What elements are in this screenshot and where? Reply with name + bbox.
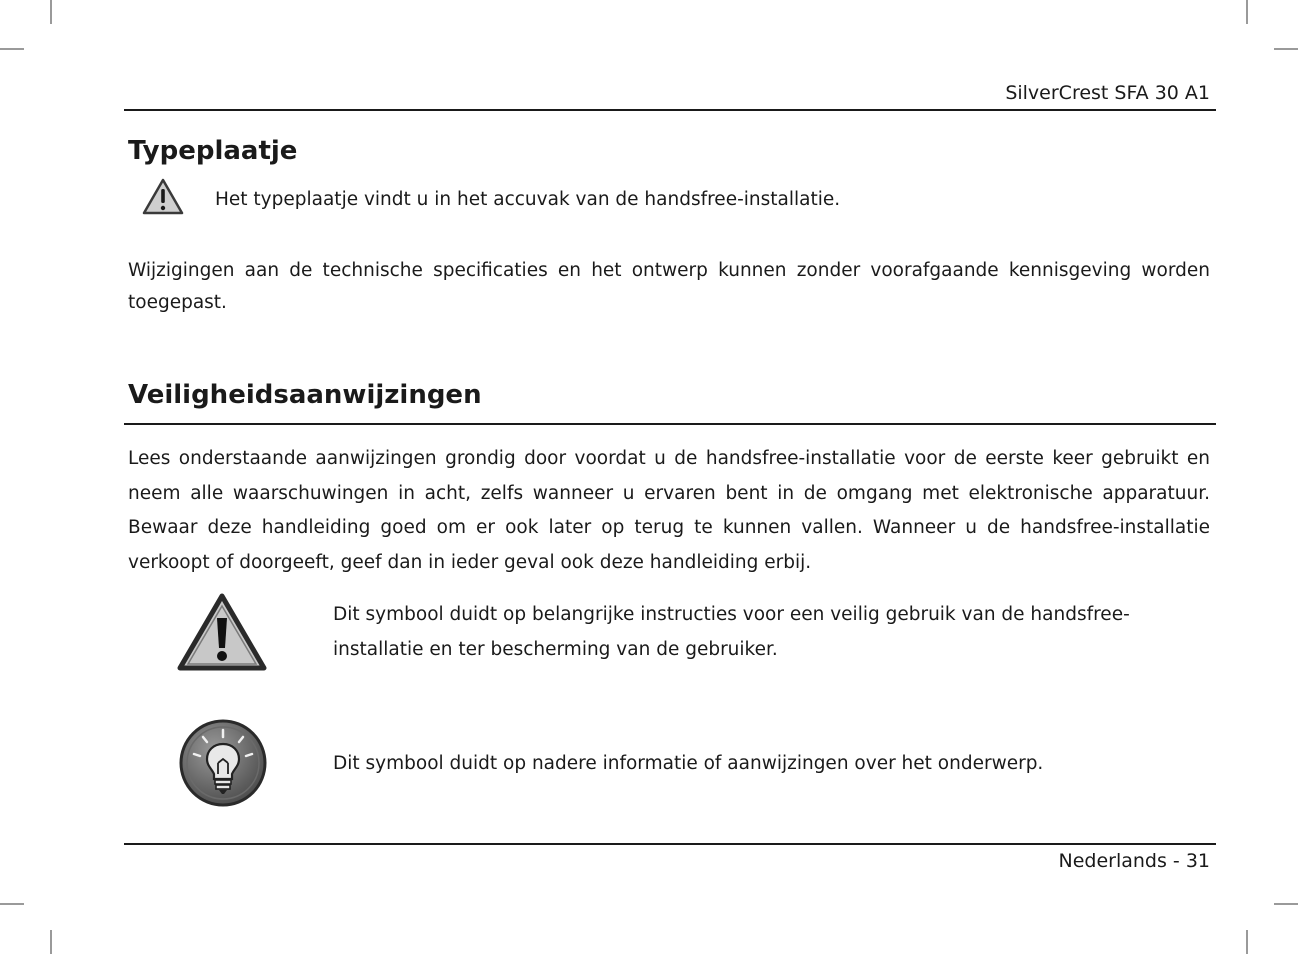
crop-mark	[1246, 930, 1248, 954]
crop-mark	[0, 48, 24, 50]
crop-mark	[1246, 0, 1248, 24]
crop-mark	[50, 930, 52, 954]
running-header: SilverCrest SFA 30 A1	[1005, 82, 1210, 104]
crop-mark	[50, 0, 52, 24]
page-number: Nederlands - 31	[1058, 850, 1210, 872]
info-symbol-text: Dit symbool duidt op nadere informatie of aanwijzingen over het onderwerp.	[333, 753, 1044, 774]
safety-symbol-text: Dit symbool duidt op belangrijke instructies voor een veilig gebruik van de handsfree-installatie en ter bescherming van de gebruiker.	[333, 604, 1130, 660]
section-heading-typeplaatje: Typeplaatje	[128, 136, 298, 166]
footer-rule	[124, 843, 1216, 845]
typeplaatje-body: Wijzigingen aan de technische specificaties en het ontwerp kunnen zonder voorafgaande kennisgeving worden toegepast.	[128, 260, 1210, 313]
section-heading-veiligheid: Veiligheidsaanwijzingen	[128, 380, 482, 410]
warning-triangle-icon	[142, 178, 184, 216]
veiligheid-body: Lees onderstaande aanwijzingen grondig door voordat u de handsfree-installatie voor de eerste keer gebruikt en neem alle waarschuwingen in acht, zelfs wanneer u ervaren bent in de omgang met elektronische apparatuur. Bewaar deze handleiding goed om er ook later op terug te kunnen vallen. Wanneer u de handsfree-installatie verkoopt of doorgeeft, geef dan in ieder geval ook deze handleiding erbij.	[128, 448, 1210, 573]
section-rule	[124, 423, 1216, 425]
crop-mark	[1274, 48, 1298, 50]
warning-triangle-icon	[176, 592, 268, 672]
lightbulb-icon	[178, 718, 268, 808]
typeplaatje-notice: Het typeplaatje vindt u in het accuvak van de handsfree-installatie.	[215, 189, 841, 210]
crop-mark	[0, 903, 24, 905]
crop-mark	[1274, 903, 1298, 905]
header-rule	[124, 109, 1216, 111]
